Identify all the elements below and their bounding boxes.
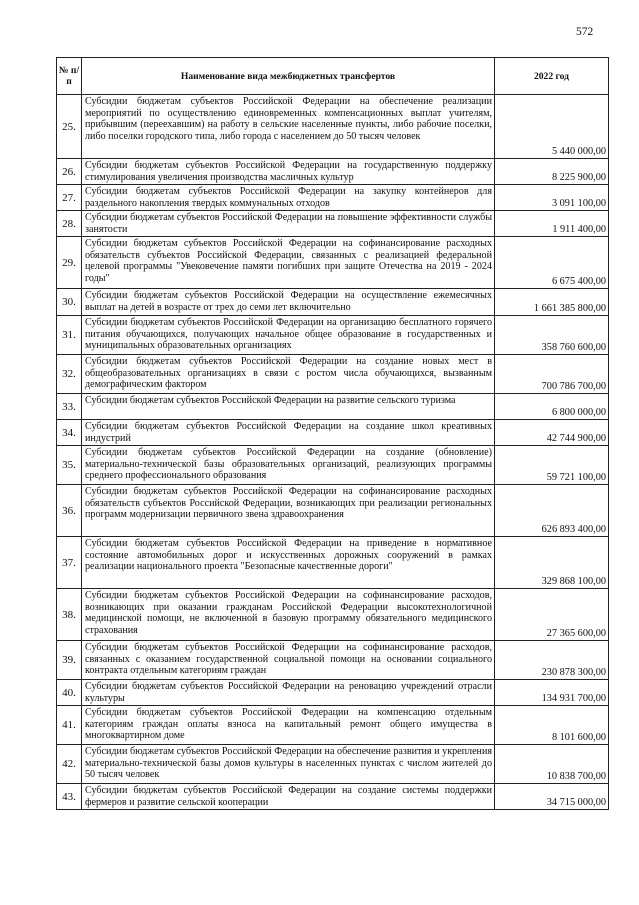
row-amount: 8 225 900,00 — [495, 159, 609, 185]
row-number: 27. — [57, 185, 82, 211]
row-name: Субсидии бюджетам субъектов Российской Федерации на софинансирование расходных обязательств субъектов Российской Федерации, связанных с реализацией федеральной целевой программы "Увековечение памяти погибших при защите Отечества на 2019 - 2024 годы" — [82, 237, 495, 289]
table-row — [57, 589, 609, 641]
table-row — [57, 316, 609, 355]
table-row — [57, 211, 609, 237]
table-row — [57, 237, 609, 289]
table-row — [57, 446, 609, 485]
row-amount: 700 786 700,00 — [495, 355, 609, 394]
row-amount: 1 911 400,00 — [495, 211, 609, 237]
row-number: 36. — [57, 485, 82, 537]
row-amount: 3 091 100,00 — [495, 185, 609, 211]
row-amount: 358 760 600,00 — [495, 316, 609, 355]
header-num: № п/п — [57, 58, 82, 95]
row-name: Субсидии бюджетам субъектов Российской Федерации на обеспечение развития и укрепления материально-технической базы домов культуры в населенных пунктах с числом жителей до 50 тысяч человек — [82, 745, 495, 784]
table-header-row — [57, 58, 609, 95]
row-amount: 1 661 385 800,00 — [495, 289, 609, 316]
row-name: Субсидии бюджетам субъектов Российской Федерации на развитие сельского туризма — [82, 394, 495, 420]
table-row — [57, 641, 609, 680]
row-number: 31. — [57, 316, 82, 355]
page-number: 572 — [576, 26, 594, 38]
row-number: 29. — [57, 237, 82, 289]
table-row — [57, 485, 609, 537]
table-row — [57, 784, 609, 810]
row-number: 43. — [57, 784, 82, 810]
table-row — [57, 355, 609, 394]
row-amount: 8 101 600,00 — [495, 706, 609, 745]
row-amount: 134 931 700,00 — [495, 680, 609, 706]
row-name: Субсидии бюджетам субъектов Российской Федерации на создание системы поддержки фермеров и развитие сельской кооперации — [82, 784, 495, 810]
row-number: 34. — [57, 420, 82, 446]
row-name: Субсидии бюджетам субъектов Российской Федерации на создание новых мест в общеобразовательных организациях в связи с ростом числа обучающихся, вызванным демографическим фактором — [82, 355, 495, 394]
header-name: Наименование вида межбюджетных трансфертов — [82, 58, 495, 95]
row-name: Субсидии бюджетам субъектов Российской Федерации на софинансирование расходов, связанных с оказанием государственной социальной помощи на основании социального контракта отдельным категориям граждан — [82, 641, 495, 680]
row-number: 40. — [57, 680, 82, 706]
table-row — [57, 289, 609, 316]
row-number: 25. — [57, 95, 82, 159]
row-amount: 5 440 000,00 — [495, 95, 609, 159]
table-row — [57, 420, 609, 446]
row-number: 33. — [57, 394, 82, 420]
row-amount: 34 715 000,00 — [495, 784, 609, 810]
row-amount: 329 868 100,00 — [495, 537, 609, 589]
row-amount: 27 365 600,00 — [495, 589, 609, 641]
row-name: Субсидии бюджетам субъектов Российской Федерации на создание школ креативных индустрий — [82, 420, 495, 446]
table-row — [57, 394, 609, 420]
table-row — [57, 537, 609, 589]
row-name: Субсидии бюджетам субъектов Российской Федерации на повышение эффективности службы занятости — [82, 211, 495, 237]
row-number: 41. — [57, 706, 82, 745]
row-name: Субсидии бюджетам субъектов Российской Федерации на софинансирование расходов, возникающих при оказании гражданам Российской Федерации высокотехнологичной медицинской помощи, не включенной в базовую программу обязательного медицинского страхования — [82, 589, 495, 641]
header-year: 2022 год — [495, 58, 609, 95]
transfers-table — [56, 57, 609, 810]
row-amount: 6 800 000,00 — [495, 394, 609, 420]
row-name: Субсидии бюджетам субъектов Российской Федерации на закупку контейнеров для раздельного накопления твердых коммунальных отходов — [82, 185, 495, 211]
row-amount: 42 744 900,00 — [495, 420, 609, 446]
row-name: Субсидии бюджетам субъектов Российской Федерации на реновацию учреждений отрасли культуры — [82, 680, 495, 706]
row-name: Субсидии бюджетам субъектов Российской Федерации на обеспечение реализации мероприятий по осуществлению единовременных компенсационных выплат учителям, прибывшим (переехавшим) на работу в сельские населенные пункты, либо рабочие поселки, либо поселки городского типа, либо города с населением до 50 тысяч человек — [82, 95, 495, 159]
row-number: 32. — [57, 355, 82, 394]
row-number: 26. — [57, 159, 82, 185]
row-number: 37. — [57, 537, 82, 589]
row-number: 28. — [57, 211, 82, 237]
table-row — [57, 95, 609, 159]
row-name: Субсидии бюджетам субъектов Российской Федерации на компенсацию отдельным категориям граждан оплаты взноса на капитальный ремонт общего имущества в многоквартирном доме — [82, 706, 495, 745]
table-row — [57, 159, 609, 185]
table-row — [57, 185, 609, 211]
row-name: Субсидии бюджетам субъектов Российской Федерации на осуществление ежемесячных выплат на детей в возрасте от трех до семи лет включительно — [82, 289, 495, 316]
table-row — [57, 745, 609, 784]
row-number: 42. — [57, 745, 82, 784]
row-amount: 626 893 400,00 — [495, 485, 609, 537]
row-name: Субсидии бюджетам субъектов Российской Федерации на создание (обновление) материально-технической базы образовательных организаций, реализующих программы среднего профессионального образования — [82, 446, 495, 485]
row-name: Субсидии бюджетам субъектов Российской Федерации на организацию бесплатного горячего питания обучающихся, получающих начальное общее образование в государственных и муниципальных образовательных организациях — [82, 316, 495, 355]
row-amount: 10 838 700,00 — [495, 745, 609, 784]
row-name: Субсидии бюджетам субъектов Российской Федерации на софинансирование расходных обязательств субъектов Российской Федерации, возникающих при реализации региональных программ модернизации первичного звена здравоохранения — [82, 485, 495, 537]
row-number: 35. — [57, 446, 82, 485]
row-number: 38. — [57, 589, 82, 641]
table-row — [57, 680, 609, 706]
table-row — [57, 706, 609, 745]
row-name: Субсидии бюджетам субъектов Российской Федерации на государственную поддержку стимулирования увеличения производства масличных культур — [82, 159, 495, 185]
row-amount: 59 721 100,00 — [495, 446, 609, 485]
row-number: 30. — [57, 289, 82, 316]
row-name: Субсидии бюджетам субъектов Российской Федерации на приведение в нормативное состояние автомобильных дорог и искусственных дорожных сооружений в рамках реализации национального проекта "Безопасные качественные дороги" — [82, 537, 495, 589]
row-amount: 230 878 300,00 — [495, 641, 609, 680]
row-number: 39. — [57, 641, 82, 680]
row-amount: 6 675 400,00 — [495, 237, 609, 289]
